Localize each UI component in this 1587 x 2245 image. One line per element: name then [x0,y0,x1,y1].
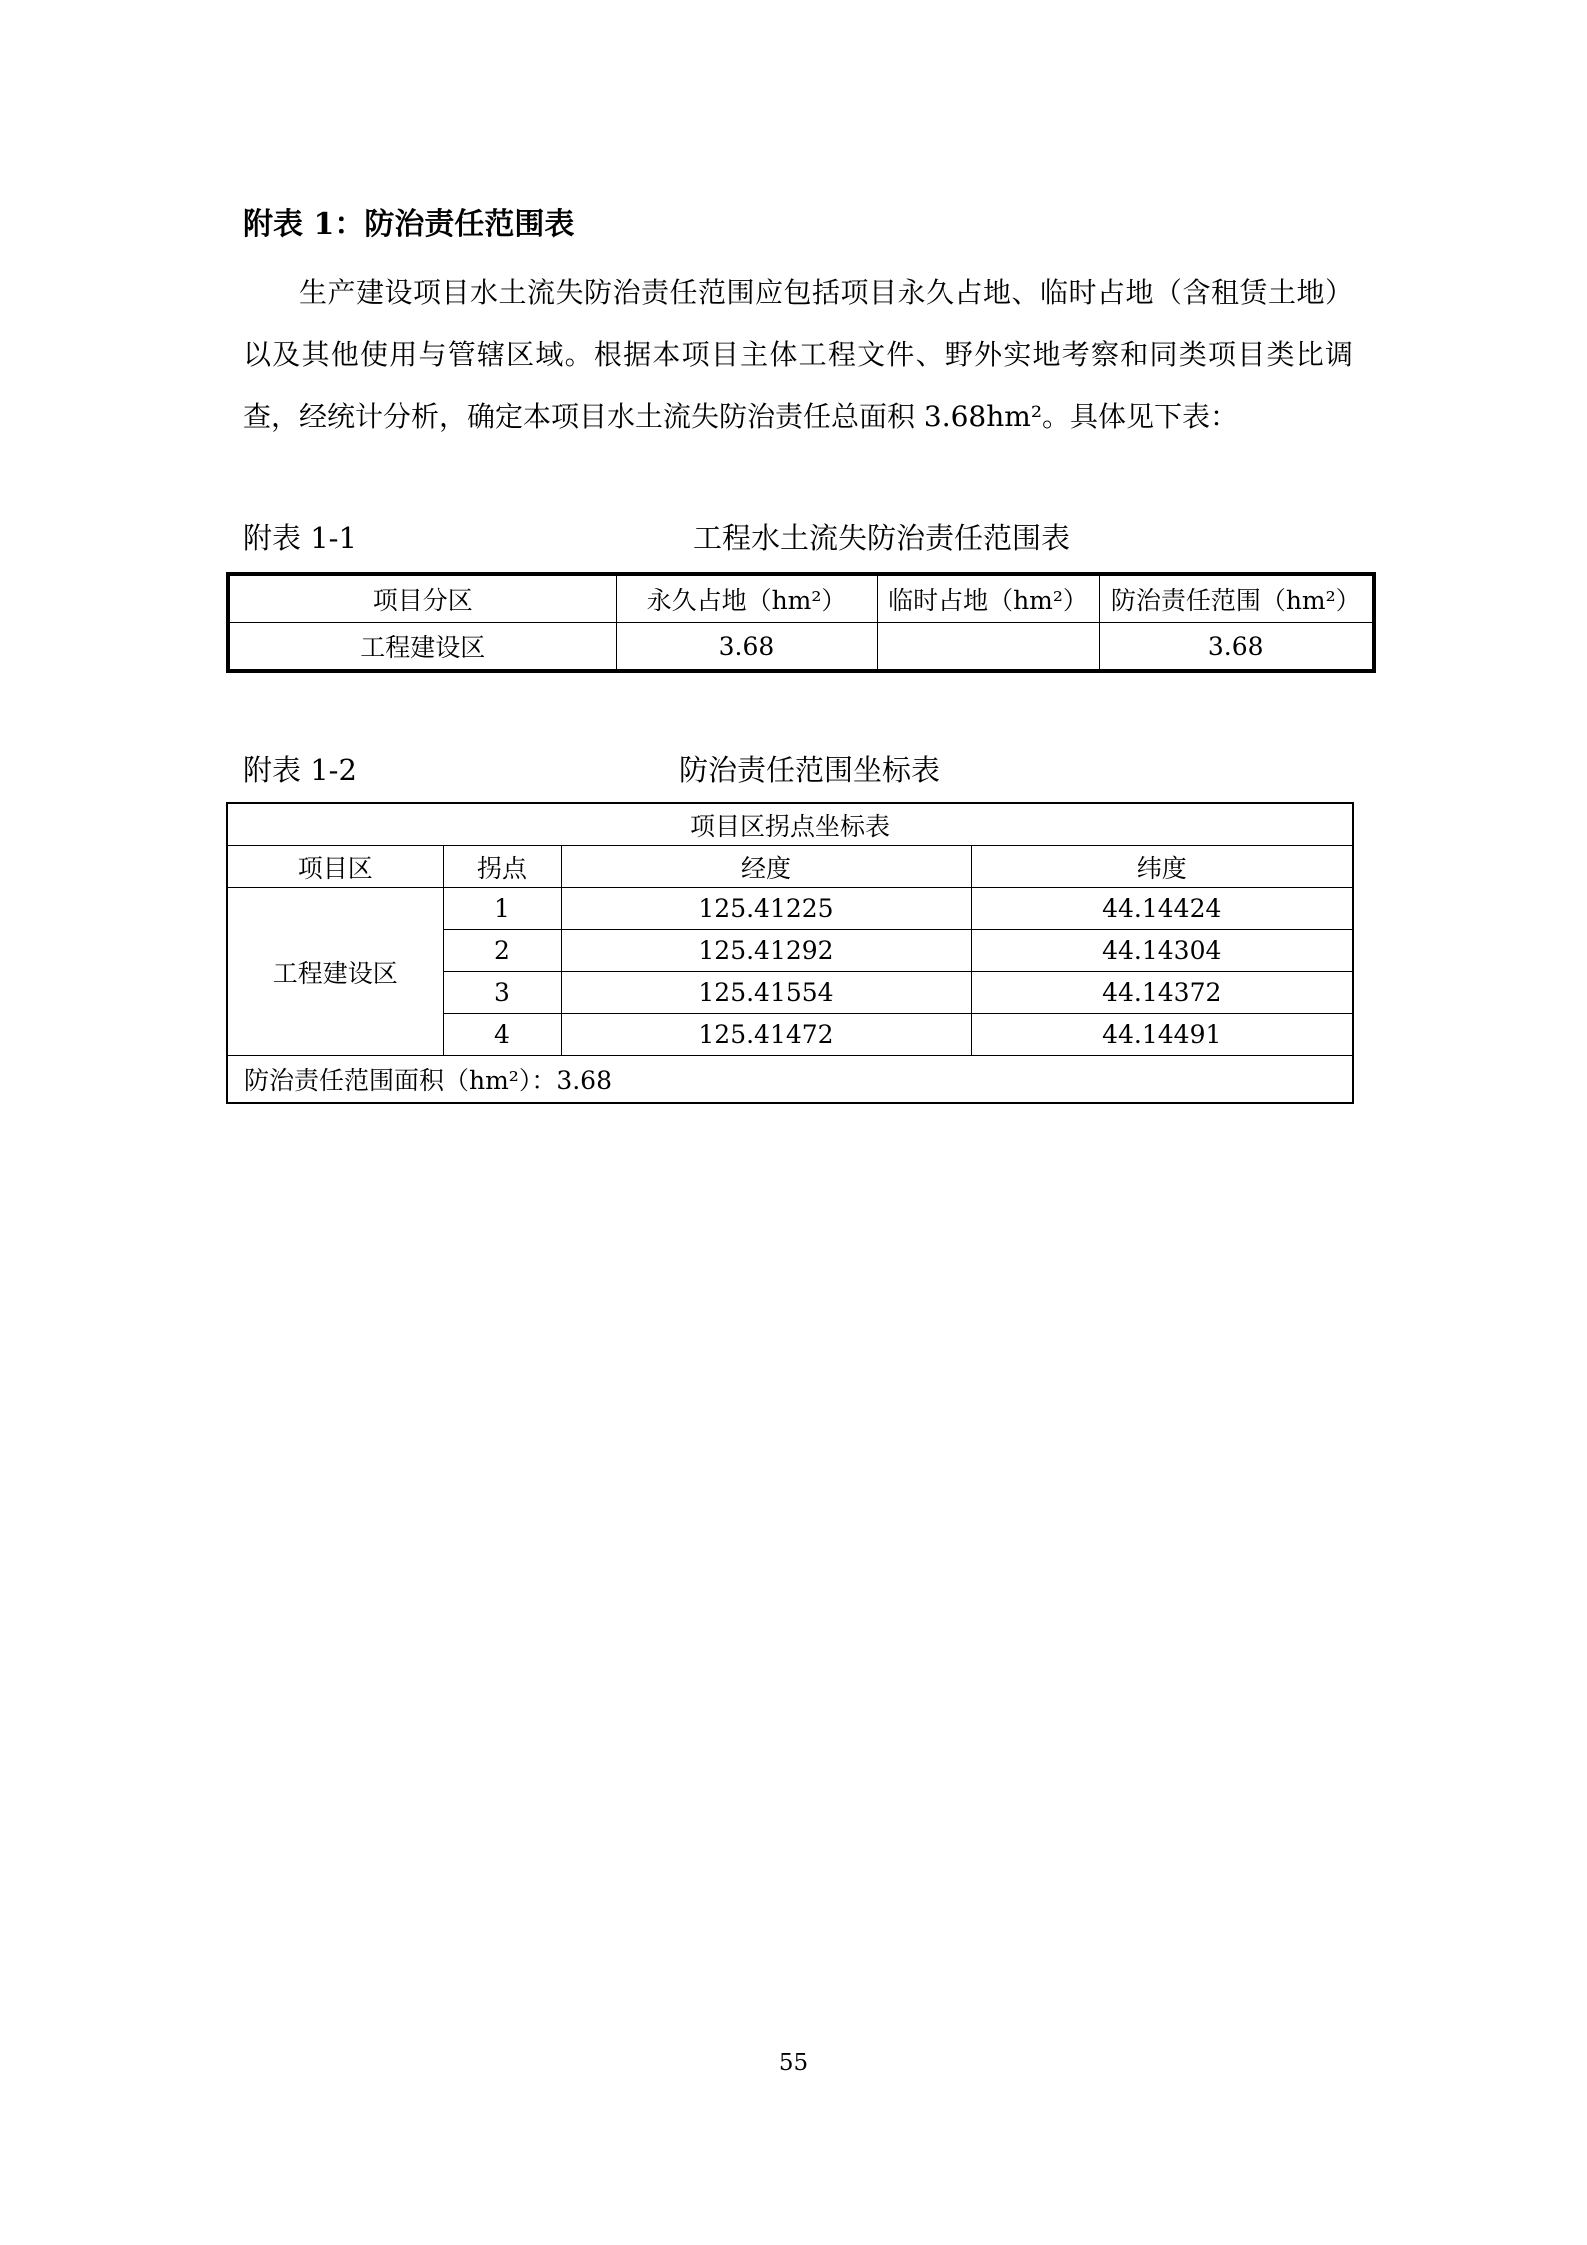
table-subtitle-row [227,803,1353,846]
temporary-land-cell [877,623,1099,672]
area-total-cell: 防治责任范围面积（hm²）：3.68 [227,1056,1353,1104]
table-row [228,623,1374,672]
zone-cell: 工程建设区 [228,623,616,672]
point-cell: 2 [443,930,561,972]
latitude-cell: 44.14424 [971,888,1353,930]
header-responsibility-scope: 防治责任范围（hm²） [1099,574,1374,623]
responsibility-scope-cell: 3.68 [1099,623,1374,672]
coordinates-table [226,802,1354,1104]
latitude-cell: 44.14304 [971,930,1353,972]
permanent-land-cell: 3.68 [616,623,877,672]
responsibility-scope-table [226,572,1376,673]
header-point: 拐点 [443,846,561,888]
header-area: 项目区 [227,846,443,888]
header-temporary-land: 临时占地（hm²） [877,574,1099,623]
table-subtitle: 项目区拐点坐标表 [227,803,1353,846]
section-heading: 附表 1：防治责任范围表 [243,207,575,242]
longitude-cell: 125.41554 [561,972,971,1014]
longitude-cell: 125.41472 [561,1014,971,1056]
longitude-cell: 125.41225 [561,888,971,930]
table1-title: 工程水土流失防治责任范围表 [693,521,1071,555]
latitude-cell: 44.14372 [971,972,1353,1014]
table1-number: 附表 1-1 [243,521,357,555]
point-cell: 4 [443,1014,561,1056]
longitude-cell: 125.41292 [561,930,971,972]
header-latitude: 纬度 [971,846,1353,888]
body-paragraph: 生产建设项目水土流失防治责任范围应包括项目永久占地、临时占地（含租赁土地）以及其他使用与管辖区域。根据本项目主体工程文件、野外实地考察和同类项目类比调查，经统计分析，确定本项目水土流失防治责任总面积 3.68hm²。具体见下表： [243,276,1353,433]
table-row [227,888,1353,930]
header-permanent-land: 永久占地（hm²） [616,574,877,623]
area-cell: 工程建设区 [227,888,443,1056]
point-cell: 3 [443,972,561,1014]
page-number: 55 [778,2050,809,2076]
table2-title: 防治责任范围坐标表 [679,753,941,787]
table-header-row [227,846,1353,888]
table-footer-row [227,1056,1353,1104]
latitude-cell: 44.14491 [971,1014,1353,1056]
table-header-row [228,574,1374,623]
header-zone: 项目分区 [228,574,616,623]
point-cell: 1 [443,888,561,930]
header-longitude: 经度 [561,846,971,888]
table2-number: 附表 1-2 [243,753,357,787]
